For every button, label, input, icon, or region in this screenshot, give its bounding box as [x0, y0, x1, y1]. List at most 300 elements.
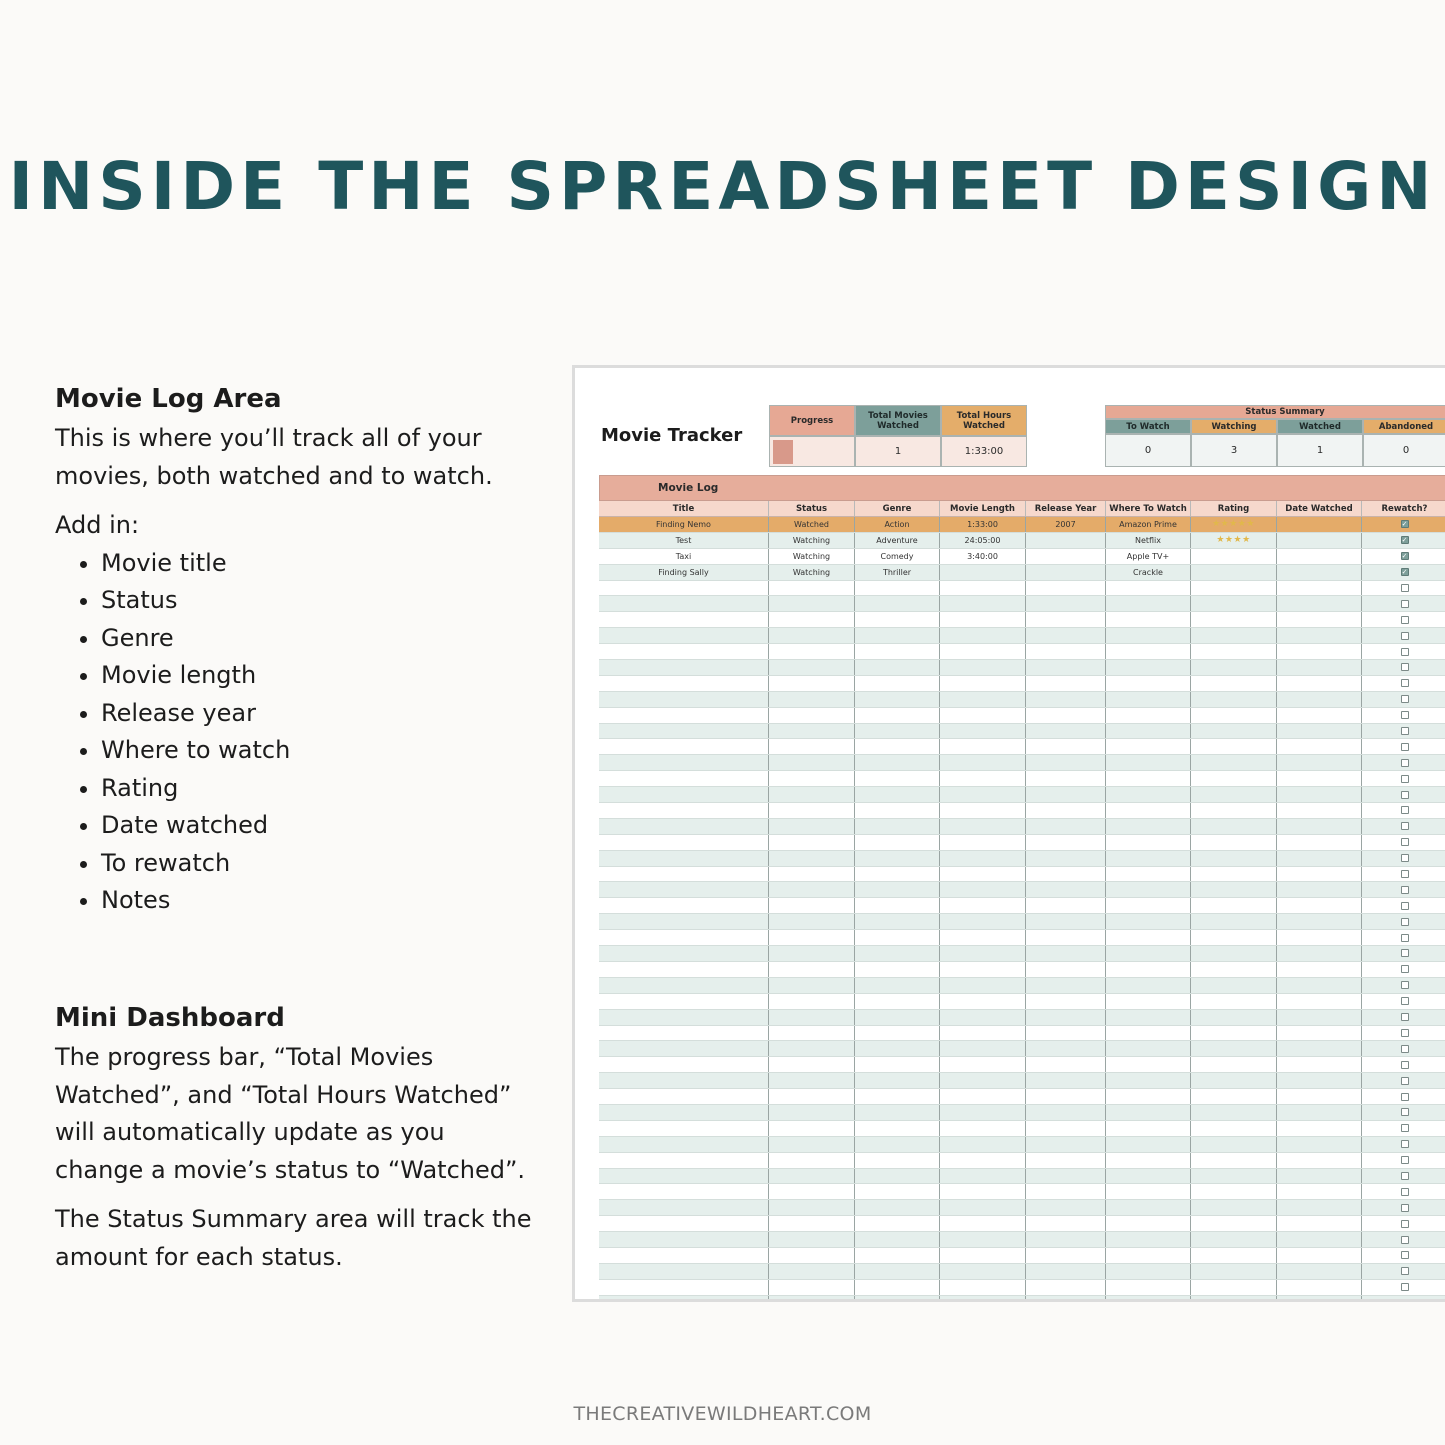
- cell-date[interactable]: [1277, 787, 1362, 802]
- cell-where[interactable]: [1106, 660, 1191, 675]
- table-row[interactable]: [599, 1057, 1445, 1073]
- cell-title[interactable]: Finding Nemo: [599, 517, 769, 532]
- cell-title[interactable]: [599, 1280, 769, 1295]
- cell-status[interactable]: [769, 882, 855, 897]
- rewatch-checkbox[interactable]: [1401, 1108, 1409, 1116]
- cell-title[interactable]: [599, 1184, 769, 1199]
- cell-where[interactable]: [1106, 1105, 1191, 1120]
- cell-rating[interactable]: [1191, 676, 1277, 691]
- cell-year[interactable]: [1026, 1169, 1106, 1184]
- cell-date[interactable]: [1277, 565, 1362, 580]
- cell-status[interactable]: [769, 1153, 855, 1168]
- cell-year[interactable]: [1026, 1010, 1106, 1025]
- cell-where[interactable]: [1106, 1169, 1191, 1184]
- table-row[interactable]: [599, 1232, 1445, 1248]
- cell-where[interactable]: Amazon Prime: [1106, 517, 1191, 532]
- cell-length[interactable]: [940, 1216, 1026, 1231]
- cell-date[interactable]: [1277, 1057, 1362, 1072]
- cell-length[interactable]: [940, 612, 1026, 627]
- cell-genre[interactable]: [855, 660, 940, 675]
- rewatch-checkbox[interactable]: [1401, 902, 1409, 910]
- cell-date[interactable]: [1277, 1169, 1362, 1184]
- cell-where[interactable]: [1106, 835, 1191, 850]
- cell-where[interactable]: [1106, 946, 1191, 961]
- cell-length[interactable]: [940, 914, 1026, 929]
- rewatch-checkbox[interactable]: ✓: [1401, 552, 1408, 561]
- cell-where[interactable]: [1106, 962, 1191, 977]
- table-row[interactable]: [599, 1089, 1445, 1105]
- rewatch-checkbox[interactable]: [1401, 759, 1409, 767]
- cell-date[interactable]: [1277, 851, 1362, 866]
- cell-rating[interactable]: [1191, 787, 1277, 802]
- cell-where[interactable]: [1106, 819, 1191, 834]
- cell-date[interactable]: [1277, 882, 1362, 897]
- cell-year[interactable]: [1026, 882, 1106, 897]
- cell-title[interactable]: [599, 628, 769, 643]
- cell-length[interactable]: [940, 596, 1026, 611]
- cell-length[interactable]: [940, 1089, 1026, 1104]
- cell-genre[interactable]: [855, 867, 940, 882]
- table-row[interactable]: [599, 867, 1445, 883]
- table-row[interactable]: [599, 1010, 1445, 1026]
- rewatch-checkbox[interactable]: [1401, 838, 1409, 846]
- cell-year[interactable]: [1026, 787, 1106, 802]
- rewatch-checkbox[interactable]: [1401, 806, 1409, 814]
- rewatch-checkbox[interactable]: [1401, 1188, 1409, 1196]
- cell-rating[interactable]: [1191, 1089, 1277, 1104]
- cell-year[interactable]: [1026, 1121, 1106, 1136]
- cell-date[interactable]: [1277, 1121, 1362, 1136]
- cell-title[interactable]: [599, 1073, 769, 1088]
- cell-date[interactable]: [1277, 835, 1362, 850]
- cell-status[interactable]: [769, 692, 855, 707]
- cell-status[interactable]: [769, 628, 855, 643]
- cell-genre[interactable]: [855, 898, 940, 913]
- cell-where[interactable]: [1106, 882, 1191, 897]
- table-row[interactable]: [599, 1200, 1445, 1216]
- cell-year[interactable]: [1026, 1089, 1106, 1104]
- cell-length[interactable]: [940, 1010, 1026, 1025]
- cell-year[interactable]: [1026, 628, 1106, 643]
- cell-status[interactable]: [769, 612, 855, 627]
- cell-status[interactable]: [769, 708, 855, 723]
- cell-genre[interactable]: [855, 1041, 940, 1056]
- cell-rating[interactable]: [1191, 867, 1277, 882]
- cell-status[interactable]: [769, 581, 855, 596]
- cell-where[interactable]: [1106, 914, 1191, 929]
- rewatch-checkbox[interactable]: [1401, 791, 1409, 799]
- cell-genre[interactable]: [855, 1010, 940, 1025]
- cell-title[interactable]: [599, 1121, 769, 1136]
- cell-status[interactable]: [769, 978, 855, 993]
- cell-rating[interactable]: [1191, 962, 1277, 977]
- cell-date[interactable]: [1277, 914, 1362, 929]
- cell-status[interactable]: [769, 1026, 855, 1041]
- rewatch-checkbox[interactable]: [1401, 870, 1409, 878]
- cell-length[interactable]: [940, 930, 1026, 945]
- cell-rating[interactable]: [1191, 1041, 1277, 1056]
- cell-genre[interactable]: [855, 1137, 940, 1152]
- cell-where[interactable]: [1106, 771, 1191, 786]
- cell-year[interactable]: [1026, 930, 1106, 945]
- cell-year[interactable]: [1026, 851, 1106, 866]
- cell-date[interactable]: [1277, 1200, 1362, 1215]
- cell-length[interactable]: [940, 755, 1026, 770]
- cell-genre[interactable]: [855, 962, 940, 977]
- rewatch-checkbox[interactable]: [1401, 1140, 1409, 1148]
- cell-year[interactable]: [1026, 612, 1106, 627]
- cell-date[interactable]: [1277, 549, 1362, 564]
- cell-year[interactable]: [1026, 978, 1106, 993]
- rewatch-checkbox[interactable]: [1401, 1061, 1409, 1069]
- cell-rating[interactable]: [1191, 1280, 1277, 1295]
- cell-date[interactable]: [1277, 1041, 1362, 1056]
- cell-title[interactable]: [599, 1169, 769, 1184]
- cell-length[interactable]: [940, 692, 1026, 707]
- cell-genre[interactable]: [855, 1232, 940, 1247]
- cell-where[interactable]: [1106, 1200, 1191, 1215]
- cell-date[interactable]: [1277, 1216, 1362, 1231]
- cell-title[interactable]: [599, 1232, 769, 1247]
- cell-status[interactable]: [769, 1232, 855, 1247]
- cell-date[interactable]: [1277, 1280, 1362, 1295]
- cell-rating[interactable]: [1191, 1153, 1277, 1168]
- table-row[interactable]: [599, 612, 1445, 628]
- cell-date[interactable]: [1277, 1010, 1362, 1025]
- cell-length[interactable]: [940, 1026, 1026, 1041]
- cell-year[interactable]: [1026, 1216, 1106, 1231]
- cell-title[interactable]: [599, 676, 769, 691]
- cell-status[interactable]: [769, 755, 855, 770]
- cell-date[interactable]: [1277, 739, 1362, 754]
- cell-year[interactable]: [1026, 1105, 1106, 1120]
- cell-rating[interactable]: [1191, 708, 1277, 723]
- table-row[interactable]: [599, 549, 1445, 565]
- cell-status[interactable]: [769, 676, 855, 691]
- cell-year[interactable]: [1026, 1026, 1106, 1041]
- cell-rating[interactable]: [1191, 803, 1277, 818]
- cell-length[interactable]: [940, 803, 1026, 818]
- rewatch-checkbox[interactable]: [1401, 632, 1409, 640]
- rewatch-checkbox[interactable]: [1401, 727, 1409, 735]
- cell-where[interactable]: [1106, 612, 1191, 627]
- cell-length[interactable]: [940, 1057, 1026, 1072]
- cell-rating[interactable]: [1191, 835, 1277, 850]
- cell-where[interactable]: [1106, 1041, 1191, 1056]
- table-row[interactable]: [599, 739, 1445, 755]
- cell-rating[interactable]: [1191, 771, 1277, 786]
- cell-title[interactable]: [599, 1010, 769, 1025]
- cell-length[interactable]: [940, 946, 1026, 961]
- cell-status[interactable]: [769, 1184, 855, 1199]
- table-row[interactable]: [599, 1296, 1445, 1302]
- cell-year[interactable]: [1026, 596, 1106, 611]
- cell-title[interactable]: [599, 1248, 769, 1263]
- cell-status[interactable]: [769, 1105, 855, 1120]
- cell-rating[interactable]: [1191, 1216, 1277, 1231]
- cell-date[interactable]: [1277, 1105, 1362, 1120]
- table-row[interactable]: [599, 1073, 1445, 1089]
- cell-date[interactable]: [1277, 533, 1362, 548]
- cell-title[interactable]: [599, 1057, 769, 1072]
- cell-rating[interactable]: [1191, 898, 1277, 913]
- cell-length[interactable]: [940, 1200, 1026, 1215]
- cell-where[interactable]: [1106, 644, 1191, 659]
- cell-where[interactable]: [1106, 708, 1191, 723]
- column-header[interactable]: Rating: [1191, 501, 1277, 517]
- cell-rating[interactable]: [1191, 851, 1277, 866]
- cell-where[interactable]: [1106, 676, 1191, 691]
- cell-date[interactable]: [1277, 994, 1362, 1009]
- cell-length[interactable]: [940, 739, 1026, 754]
- cell-genre[interactable]: [855, 1184, 940, 1199]
- cell-genre[interactable]: [855, 1105, 940, 1120]
- cell-genre[interactable]: [855, 851, 940, 866]
- cell-status[interactable]: [769, 1089, 855, 1104]
- cell-year[interactable]: [1026, 1137, 1106, 1152]
- cell-year[interactable]: [1026, 962, 1106, 977]
- cell-title[interactable]: [599, 946, 769, 961]
- cell-genre[interactable]: [855, 628, 940, 643]
- cell-where[interactable]: [1106, 1010, 1191, 1025]
- cell-genre[interactable]: [855, 994, 940, 1009]
- cell-genre[interactable]: [855, 1073, 940, 1088]
- cell-year[interactable]: [1026, 660, 1106, 675]
- cell-genre[interactable]: [855, 644, 940, 659]
- table-row[interactable]: [599, 898, 1445, 914]
- cell-year[interactable]: [1026, 549, 1106, 564]
- cell-year[interactable]: [1026, 803, 1106, 818]
- cell-where[interactable]: [1106, 803, 1191, 818]
- cell-status[interactable]: Watching: [769, 549, 855, 564]
- cell-date[interactable]: [1277, 660, 1362, 675]
- table-row[interactable]: [599, 1041, 1445, 1057]
- cell-length[interactable]: 24:05:00: [940, 533, 1026, 548]
- rewatch-checkbox[interactable]: [1401, 886, 1409, 894]
- rewatch-checkbox[interactable]: [1401, 1172, 1409, 1180]
- table-row[interactable]: [599, 676, 1445, 692]
- cell-title[interactable]: [599, 692, 769, 707]
- cell-length[interactable]: [940, 1232, 1026, 1247]
- cell-where[interactable]: [1106, 1184, 1191, 1199]
- cell-year[interactable]: [1026, 994, 1106, 1009]
- cell-rating[interactable]: [1191, 644, 1277, 659]
- cell-rating[interactable]: [1191, 596, 1277, 611]
- table-row[interactable]: [599, 1184, 1445, 1200]
- cell-where[interactable]: [1106, 898, 1191, 913]
- cell-rating[interactable]: ★★★★★: [1191, 517, 1277, 532]
- rewatch-checkbox[interactable]: [1401, 1236, 1409, 1244]
- cell-genre[interactable]: [855, 739, 940, 754]
- table-row[interactable]: [599, 787, 1445, 803]
- cell-rating[interactable]: [1191, 1296, 1277, 1302]
- cell-title[interactable]: [599, 708, 769, 723]
- cell-title[interactable]: [599, 962, 769, 977]
- cell-rating[interactable]: [1191, 930, 1277, 945]
- table-row[interactable]: [599, 1026, 1445, 1042]
- cell-rating[interactable]: [1191, 739, 1277, 754]
- cell-title[interactable]: [599, 978, 769, 993]
- cell-title[interactable]: [599, 1105, 769, 1120]
- rewatch-checkbox[interactable]: [1401, 743, 1409, 751]
- cell-status[interactable]: [769, 819, 855, 834]
- cell-status[interactable]: Watching: [769, 533, 855, 548]
- cell-length[interactable]: [940, 1184, 1026, 1199]
- cell-year[interactable]: [1026, 1184, 1106, 1199]
- cell-date[interactable]: [1277, 1184, 1362, 1199]
- table-row[interactable]: [599, 930, 1445, 946]
- cell-where[interactable]: [1106, 1153, 1191, 1168]
- cell-year[interactable]: [1026, 755, 1106, 770]
- cell-length[interactable]: [940, 1105, 1026, 1120]
- cell-status[interactable]: [769, 1010, 855, 1025]
- cell-genre[interactable]: [855, 596, 940, 611]
- rewatch-checkbox[interactable]: ✓: [1401, 568, 1408, 577]
- rewatch-checkbox[interactable]: [1401, 854, 1409, 862]
- cell-length[interactable]: [940, 771, 1026, 786]
- cell-length[interactable]: [940, 1041, 1026, 1056]
- cell-length[interactable]: [940, 882, 1026, 897]
- cell-title[interactable]: [599, 1296, 769, 1302]
- cell-year[interactable]: [1026, 644, 1106, 659]
- rewatch-checkbox[interactable]: [1401, 1077, 1409, 1085]
- cell-year[interactable]: [1026, 724, 1106, 739]
- cell-where[interactable]: Apple TV+: [1106, 549, 1191, 564]
- cell-length[interactable]: [940, 1296, 1026, 1302]
- cell-length[interactable]: [940, 628, 1026, 643]
- cell-length[interactable]: [940, 787, 1026, 802]
- cell-year[interactable]: [1026, 946, 1106, 961]
- cell-genre[interactable]: [855, 946, 940, 961]
- cell-rating[interactable]: [1191, 1073, 1277, 1088]
- cell-genre[interactable]: [855, 1089, 940, 1104]
- table-row[interactable]: [599, 1137, 1445, 1153]
- cell-rating[interactable]: [1191, 1026, 1277, 1041]
- cell-rating[interactable]: ★★★★: [1191, 533, 1277, 548]
- cell-where[interactable]: [1106, 755, 1191, 770]
- cell-length[interactable]: [940, 1280, 1026, 1295]
- rewatch-checkbox[interactable]: [1401, 1220, 1409, 1228]
- cell-year[interactable]: [1026, 1280, 1106, 1295]
- cell-where[interactable]: [1106, 1121, 1191, 1136]
- cell-genre[interactable]: [855, 1264, 940, 1279]
- rewatch-checkbox[interactable]: ✓: [1401, 536, 1408, 545]
- column-header[interactable]: Movie Length: [940, 501, 1026, 517]
- cell-status[interactable]: [769, 1169, 855, 1184]
- cell-status[interactable]: [769, 1073, 855, 1088]
- cell-length[interactable]: [940, 708, 1026, 723]
- rewatch-checkbox[interactable]: [1401, 648, 1409, 656]
- table-row[interactable]: [599, 946, 1445, 962]
- cell-length[interactable]: [940, 962, 1026, 977]
- cell-genre[interactable]: [855, 676, 940, 691]
- table-row[interactable]: [599, 1121, 1445, 1137]
- cell-date[interactable]: [1277, 755, 1362, 770]
- cell-year[interactable]: [1026, 739, 1106, 754]
- cell-date[interactable]: [1277, 978, 1362, 993]
- rewatch-checkbox[interactable]: [1401, 1204, 1409, 1212]
- table-row[interactable]: [599, 1105, 1445, 1121]
- cell-length[interactable]: [940, 978, 1026, 993]
- cell-where[interactable]: [1106, 692, 1191, 707]
- cell-title[interactable]: [599, 644, 769, 659]
- cell-genre[interactable]: [855, 692, 940, 707]
- cell-status[interactable]: [769, 803, 855, 818]
- cell-status[interactable]: [769, 1264, 855, 1279]
- cell-rating[interactable]: [1191, 549, 1277, 564]
- cell-status[interactable]: [769, 644, 855, 659]
- cell-title[interactable]: [599, 914, 769, 929]
- cell-rating[interactable]: [1191, 882, 1277, 897]
- cell-title[interactable]: Finding Sally: [599, 565, 769, 580]
- rewatch-checkbox[interactable]: [1401, 663, 1409, 671]
- cell-year[interactable]: [1026, 1264, 1106, 1279]
- cell-status[interactable]: [769, 1041, 855, 1056]
- cell-status[interactable]: [769, 787, 855, 802]
- rewatch-checkbox[interactable]: [1401, 584, 1409, 592]
- column-header[interactable]: Where To Watch: [1106, 501, 1191, 517]
- cell-length[interactable]: 1:33:00: [940, 517, 1026, 532]
- cell-date[interactable]: [1277, 724, 1362, 739]
- cell-status[interactable]: [769, 962, 855, 977]
- cell-genre[interactable]: [855, 581, 940, 596]
- rewatch-checkbox[interactable]: [1401, 600, 1409, 608]
- rewatch-checkbox[interactable]: [1401, 1283, 1409, 1291]
- column-header[interactable]: Release Year: [1026, 501, 1106, 517]
- cell-status[interactable]: [769, 1137, 855, 1152]
- table-row[interactable]: [599, 517, 1445, 533]
- cell-rating[interactable]: [1191, 1169, 1277, 1184]
- cell-date[interactable]: [1277, 1026, 1362, 1041]
- cell-rating[interactable]: [1191, 1137, 1277, 1152]
- cell-year[interactable]: [1026, 692, 1106, 707]
- cell-status[interactable]: [769, 851, 855, 866]
- cell-status[interactable]: Watched: [769, 517, 855, 532]
- cell-status[interactable]: [769, 739, 855, 754]
- cell-genre[interactable]: [855, 1280, 940, 1295]
- cell-status[interactable]: [769, 1216, 855, 1231]
- cell-status[interactable]: [769, 946, 855, 961]
- rewatch-checkbox[interactable]: [1401, 1013, 1409, 1021]
- table-row[interactable]: [599, 882, 1445, 898]
- cell-genre[interactable]: [855, 787, 940, 802]
- cell-date[interactable]: [1277, 596, 1362, 611]
- cell-status[interactable]: [769, 994, 855, 1009]
- cell-rating[interactable]: [1191, 581, 1277, 596]
- cell-title[interactable]: [599, 930, 769, 945]
- cell-status[interactable]: [769, 724, 855, 739]
- cell-title[interactable]: [599, 1216, 769, 1231]
- cell-length[interactable]: [940, 1264, 1026, 1279]
- cell-genre[interactable]: [855, 1296, 940, 1302]
- cell-where[interactable]: [1106, 978, 1191, 993]
- cell-year[interactable]: [1026, 1296, 1106, 1302]
- cell-length[interactable]: [940, 898, 1026, 913]
- cell-status[interactable]: [769, 771, 855, 786]
- cell-where[interactable]: [1106, 739, 1191, 754]
- table-row[interactable]: [599, 962, 1445, 978]
- cell-year[interactable]: [1026, 708, 1106, 723]
- cell-length[interactable]: [940, 1073, 1026, 1088]
- cell-date[interactable]: [1277, 1089, 1362, 1104]
- cell-where[interactable]: [1106, 1057, 1191, 1072]
- cell-status[interactable]: [769, 596, 855, 611]
- table-row[interactable]: [599, 581, 1445, 597]
- rewatch-checkbox[interactable]: [1401, 695, 1409, 703]
- cell-year[interactable]: [1026, 581, 1106, 596]
- cell-rating[interactable]: [1191, 628, 1277, 643]
- cell-length[interactable]: [940, 565, 1026, 580]
